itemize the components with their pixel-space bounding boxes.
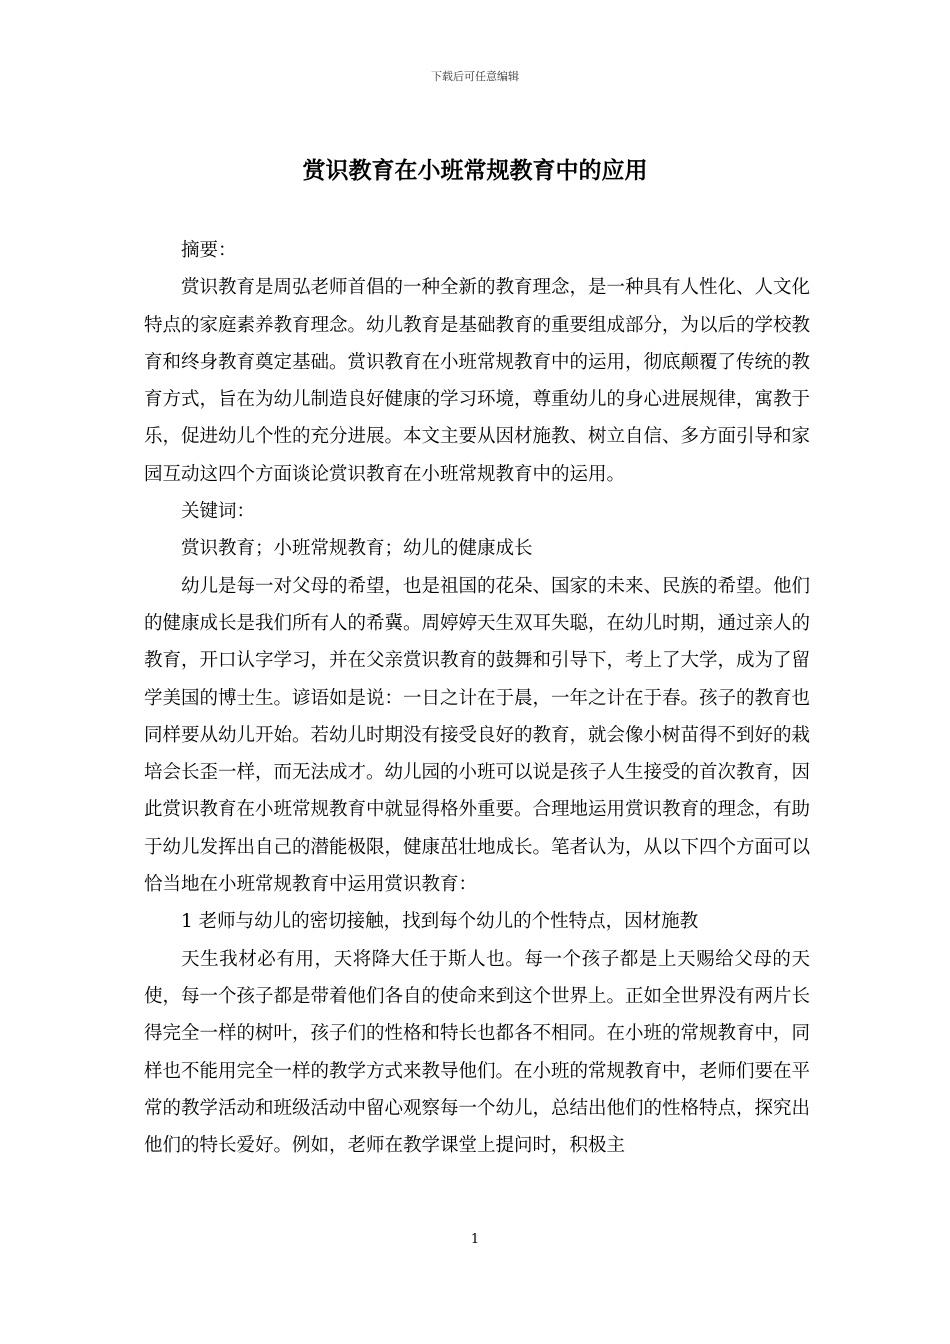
document-title: 赏识教育在小班常规教育中的应用 xyxy=(302,157,648,184)
abstract-label: 摘要： xyxy=(181,240,237,261)
intro-paragraph: 幼儿是每一对父母的希望，也是祖国的花朵、国家的未来、民族的希望。他们的健康成长是我们所有人的希冀。周婷婷天生双耳失聪，在幼儿时期，通过亲人的教育，开口认字学习，并在父亲赏识教育的鼓舞和引导下，考上了大学，成为了留学美国的博士生。谚语如是说：一日之计在于晨，一年之计在于春。孩子的教育也同样要从幼儿开始。若幼儿时期没有接受良好的教育，就会像小树苗得不到好的栽培会长歪一样，而无法成才。幼儿园的小班可以说是孩子人生接受的首次教育，因此赏识教育在小班常规教育中就显得格外重要。合理地运用赏识教育的理念，有助于幼儿发挥出自己的潜能极限，健康茁壮地成长。笔者认为，从以下四个方面可以恰当地在小班常规教育中运用赏识教育： xyxy=(144,575,811,896)
keywords-label: 关键词： xyxy=(181,501,256,523)
document-body xyxy=(144,232,810,1164)
abstract-paragraph: 赏识教育是周弘老师首倡的一种全新的教育理念，是一种具有人性化、人文化特点的家庭素养教育理念。幼儿教育是基础教育的重要组成部分，为以后的学校教育和终身教育奠定基础。赏识教育在小班常规教育中的运用，彻底颠覆了传统的教育方式，旨在为幼儿制造良好健康的学习环境，尊重幼儿的身心进展规律，寓教于乐，促进幼儿个性的充分进展。本文主要从因材施教、树立自信、多方面引导和家园互动这四个方面谈论赏识教育在小班常规教育中的运用。 xyxy=(144,277,811,485)
section-paragraph-1: 天生我材必有用，天将降大任于斯人也。每一个孩子都是上天赐给父母的天使，每一个孩子都是带着他们各自的使命来到这个世界上。正如全世界没有两片长得完全一样的树叶，孩子们的性格和特长也都各不相同。在小班的常规教育中，同样也不能用完全一样的教学方式来教导他们。在小班的常规教育中，老师们要在平常的教学活动和班级活动中留心观察每一个幼儿，总结出他们的性格特点，探究出他们的特长爱好。例如，老师在教学课堂上提问时，积极主 xyxy=(144,948,811,1157)
keywords-list: 赏识教育；小班常规教育；幼儿的健康成长 xyxy=(181,538,533,560)
section-heading-1: 1 老师与幼儿的密切接触，找到每个幼儿的个性特点，因材施教 xyxy=(181,911,699,933)
header-note: 下载后可任意编辑 xyxy=(431,70,519,83)
page-number: 1 xyxy=(470,1232,480,1247)
